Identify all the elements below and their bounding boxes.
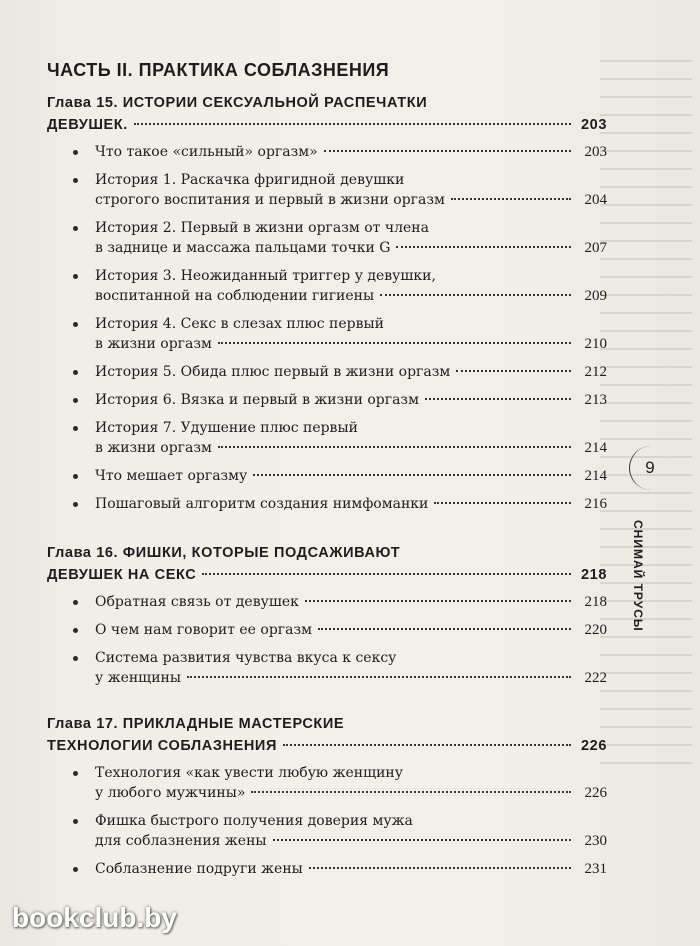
entry-page: 210 (584, 336, 607, 352)
toc-entry (47, 314, 607, 354)
entry-line: Пошаговый алгоритм создания нимфоманки (95, 496, 429, 512)
entry-list (47, 592, 607, 688)
entry-line: в жизни оргазм (95, 336, 212, 352)
dot-leader (451, 198, 571, 200)
chapter-page: 203 (581, 117, 607, 133)
bullet-icon (73, 178, 78, 183)
page-number: 9 (629, 446, 670, 490)
bullet-icon (73, 322, 78, 327)
entry-line-row (95, 494, 607, 514)
entry-line-row (95, 314, 607, 334)
bullet-icon (73, 426, 78, 431)
bullet-icon (73, 226, 78, 231)
toc-entry (47, 170, 607, 210)
dot-leader (425, 398, 571, 400)
chapter-heading-line1: Глава 15. ИСТОРИИ СЕКСУАЛЬНОЙ РАСПЕЧАТКИ (47, 95, 428, 111)
toc-entry (47, 418, 607, 458)
entry-line: Соблазнение подруги жены (95, 861, 303, 877)
entry-line: История 5. Обида плюс первый в жизни оргазм (95, 364, 451, 380)
entry-line: Система развития чувства вкуса к сексу (95, 650, 397, 666)
dot-leader (309, 867, 571, 869)
entry-line: Фишка быстрого получения доверия мужа (95, 813, 413, 829)
toc-entry (47, 859, 607, 879)
bullet-icon (73, 867, 78, 872)
bullet-icon (73, 656, 78, 661)
bullet-icon (73, 628, 78, 633)
chapter-heading-line1: Глава 16. ФИШКИ, КОТОРЫЕ ПОДСАЖИВАЮТ (47, 545, 401, 561)
dot-leader (202, 573, 571, 575)
dot-leader (396, 246, 571, 248)
entry-line: Что мешает оргазму (95, 468, 248, 484)
dot-leader (434, 502, 571, 504)
entry-page: 213 (584, 392, 607, 408)
chapter-page: 226 (581, 738, 607, 754)
bleed-through-text (600, 60, 692, 780)
entry-page: 231 (584, 861, 607, 877)
entry-line-row (95, 763, 607, 783)
chapter-heading-row (47, 564, 607, 586)
entry-line-row (95, 286, 607, 306)
entry-page: 222 (584, 670, 607, 686)
dot-leader (324, 150, 571, 152)
bullet-icon (73, 150, 78, 155)
entry-line-row (95, 218, 607, 238)
toc-entry (47, 466, 607, 486)
entry-line-row (95, 592, 607, 612)
entry-page: 216 (584, 496, 607, 512)
entry-line-row (95, 648, 607, 668)
entry-page: 209 (584, 288, 607, 304)
bullet-icon (73, 502, 78, 507)
entry-line: История 6. Вязка и первый в жизни оргазм (95, 392, 419, 408)
entry-list (47, 142, 607, 514)
dot-leader (253, 474, 571, 476)
entry-line: История 1. Раскачка фригидной девушки (95, 172, 405, 188)
entry-line: Технология «как увести любую женщину (95, 765, 403, 781)
entry-page: 214 (584, 468, 607, 484)
entry-line-row (95, 859, 607, 879)
part-title: ЧАСТЬ II. ПРАКТИКА СОБЛАЗНЕНИЯ (47, 60, 390, 80)
entry-page: 207 (584, 240, 607, 256)
entry-line-row (95, 418, 607, 438)
entry-line: История 3. Неожиданный триггер у девушки, (95, 268, 436, 284)
dot-leader (283, 744, 571, 746)
entry-list (47, 763, 607, 879)
bullet-icon (73, 274, 78, 279)
entry-line-row (95, 831, 607, 851)
entry-line-row (95, 668, 607, 688)
dot-leader (134, 123, 571, 125)
toc-entry (47, 592, 607, 612)
watermark-logo: bookclub.by (12, 902, 177, 933)
toc-entry (47, 390, 607, 410)
entry-line: воспитанной на соблюдении гигиены (95, 288, 375, 304)
bullet-icon (73, 819, 78, 824)
toc-entry (47, 266, 607, 306)
entry-line: у женщины (95, 670, 182, 686)
toc-entry (47, 620, 607, 640)
dot-leader (251, 791, 571, 793)
entry-page: 230 (584, 833, 607, 849)
toc-entry (47, 218, 607, 258)
entry-line-row (95, 438, 607, 458)
entry-line: у любого мужчины» (95, 785, 246, 801)
dot-leader (273, 839, 571, 841)
dot-leader (187, 676, 571, 678)
entry-page: 203 (584, 144, 607, 160)
entry-line-row (95, 266, 607, 286)
dot-leader (318, 628, 571, 630)
entry-line-row (95, 362, 607, 382)
entry-line: История 7. Удушение плюс первый (95, 420, 358, 436)
toc-entry (47, 811, 607, 851)
chapter-16 (47, 542, 607, 696)
toc-entry (47, 362, 607, 382)
entry-line: для соблазнения жены (95, 833, 267, 849)
entry-page: 204 (584, 192, 607, 208)
dot-leader (380, 294, 571, 296)
entry-line-row (95, 190, 607, 210)
entry-line: в жизни оргазм (95, 440, 212, 456)
entry-line-row (95, 334, 607, 354)
entry-line-row (95, 142, 607, 162)
bullet-icon (73, 771, 78, 776)
entry-line: История 4. Секс в слезах плюс первый (95, 316, 384, 332)
entry-line-row (95, 811, 607, 831)
running-head: СНИМАЙ ТРУСЫ (631, 520, 645, 632)
entry-line-row (95, 466, 607, 486)
entry-line: строгого воспитания и первый в жизни оргазм (95, 192, 445, 208)
chapter-heading-line2: ТЕХНОЛОГИИ СОБЛАЗНЕНИЯ (47, 738, 277, 754)
chapter-heading-line2: ДЕВУШЕК НА СЕКС (47, 567, 197, 583)
entry-line: История 2. Первый в жизни оргазм от члена (95, 220, 429, 236)
dot-leader (218, 446, 571, 448)
chapter-heading-line2: ДЕВУШЕК. (47, 117, 128, 133)
toc-entry (47, 142, 607, 162)
dot-leader (218, 342, 571, 344)
entry-line: в заднице и массажа пальцами точки G (95, 240, 391, 256)
bullet-icon (73, 398, 78, 403)
entry-page: 220 (584, 622, 607, 638)
entry-line-row (95, 170, 607, 190)
entry-line: О чем нам говорит ее оргазм (95, 622, 313, 638)
entry-line-row (95, 238, 607, 258)
entry-line-row (95, 783, 607, 803)
chapter-page: 218 (581, 567, 607, 583)
dot-leader (305, 600, 571, 602)
entry-page: 212 (584, 364, 607, 380)
entry-line-row (95, 620, 607, 640)
entry-page: 226 (584, 785, 607, 801)
dot-leader (456, 370, 571, 372)
chapter-heading-row (47, 114, 607, 136)
chapter-heading-row (47, 735, 607, 757)
entry-line: Что такое «сильный» оргазм» (95, 144, 318, 160)
toc-entry (47, 648, 607, 688)
chapter-17 (47, 713, 607, 887)
entry-line: Обратная связь от девушек (95, 594, 299, 610)
bullet-icon (73, 474, 78, 479)
bullet-icon (73, 370, 78, 375)
bullet-icon (73, 600, 78, 605)
toc-entry (47, 763, 607, 803)
chapter-15 (47, 92, 607, 522)
toc-entry (47, 494, 607, 514)
entry-page: 214 (584, 440, 607, 456)
entry-line-row (95, 390, 607, 410)
entry-page: 218 (584, 594, 607, 610)
chapter-heading-line1: Глава 17. ПРИКЛАДНЫЕ МАСТЕРСКИЕ (47, 716, 345, 732)
